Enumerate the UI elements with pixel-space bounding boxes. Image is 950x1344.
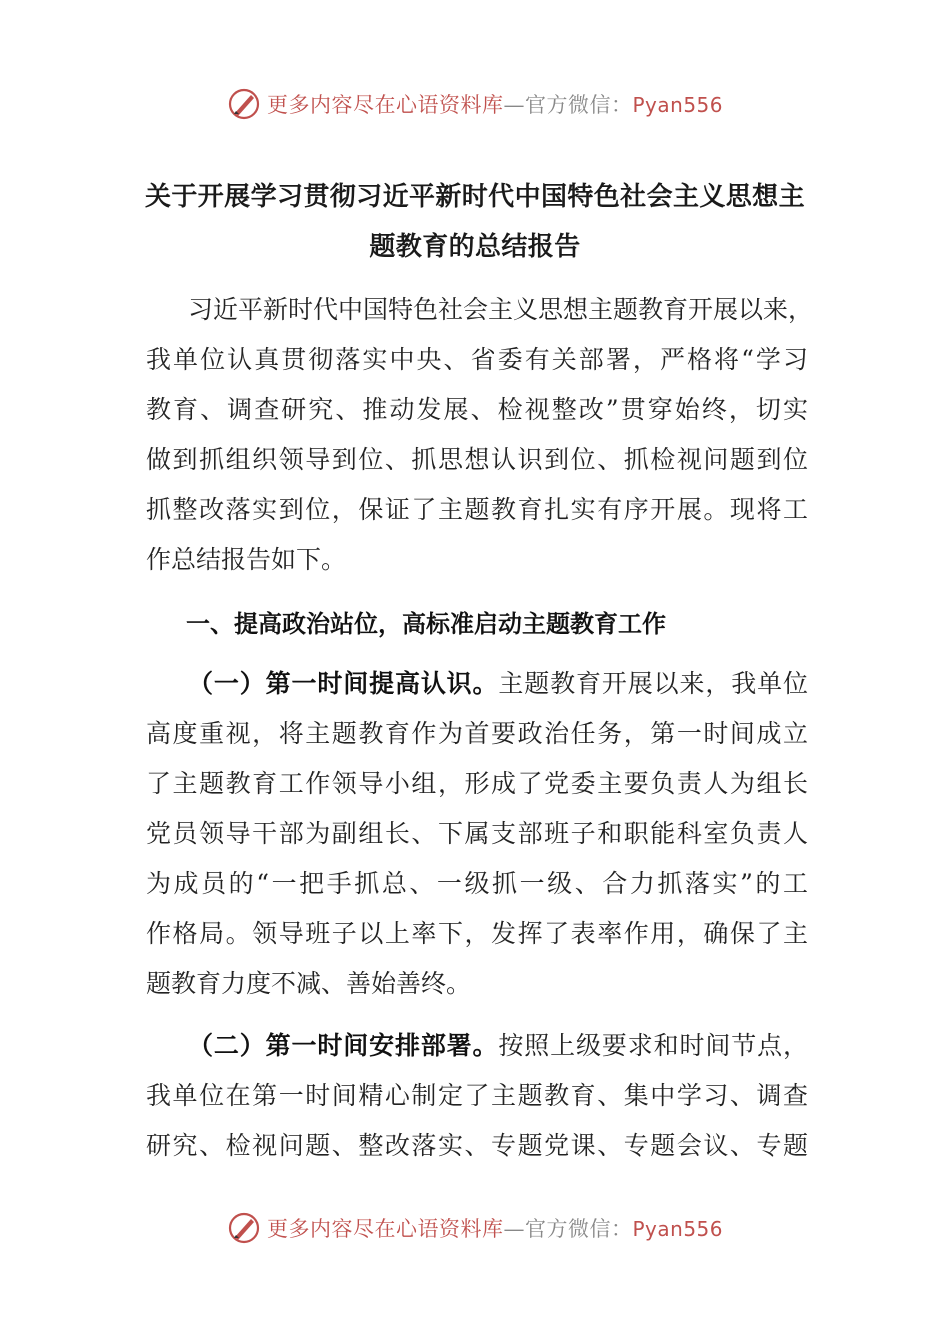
subsection2-first-line: （二）第一时间安排部署。按照上级要求和时间节点，	[188, 1031, 808, 1060]
intro-line: 教育、调查研究、推动发展、检视整改”贯穿始终，切实	[146, 395, 808, 424]
subsection1-line: 为成员的“一把手抓总、一级抓一级、合力抓落实”的工	[146, 869, 808, 898]
subsection1-line: 题教育力度不减、善始善终。	[146, 969, 472, 998]
intro-line: 抓整改落实到位，保证了主题教育扎实有序开展。现将工	[146, 495, 808, 524]
document-title-line2: 题教育的总结报告	[369, 232, 581, 262]
watermark-text: 更多内容尽在心语资料库—官方微信：Pyan556	[266, 93, 723, 117]
watermark-text: 更多内容尽在心语资料库—官方微信：Pyan556	[266, 1217, 723, 1241]
section-heading: 一、提高政治站位，高标准启动主题教育工作	[186, 609, 666, 638]
intro-line: 做到抓组织领导到位、抓思想认识到位、抓检视问题到位	[146, 445, 808, 474]
subsection2-line: 我单位在第一时间精心制定了主题教育、集中学习、调查	[146, 1081, 808, 1110]
intro-line: 我单位认真贯彻落实中央、省委有关部署，严格将“学习	[146, 345, 808, 374]
intro-line: 习近平新时代中国特色社会主义思想主题教育开展以来，	[188, 295, 814, 324]
pen-logo-icon	[227, 1211, 261, 1245]
subsection2-heading: （二）第一时间安排部署。	[188, 1031, 499, 1060]
subsection2-line: 研究、检视问题、整改落实、专题党课、专题会议、专题	[146, 1131, 808, 1160]
watermark-banner-bottom	[0, 1208, 950, 1248]
document-title-line1: 关于开展学习贯彻习近平新时代中国特色社会主义思想主	[144, 182, 805, 212]
pen-logo-icon	[227, 87, 261, 121]
subsection1-line: 作格局。领导班子以上率下，发挥了表率作用，确保了主	[146, 919, 808, 948]
subsection1-first-line: （一）第一时间提高认识。主题教育开展以来，我单位	[188, 669, 808, 698]
intro-line: 作总结报告如下。	[146, 545, 347, 574]
subsection1-line: 党员领导干部为副组长、下属支部班子和职能科室负责人	[146, 819, 808, 848]
subsection1-heading: （一）第一时间提高认识。	[188, 669, 499, 698]
watermark-banner-top	[0, 84, 950, 124]
subsection1-line: 高度重视，将主题教育作为首要政治任务，第一时间成立	[146, 719, 808, 748]
subsection1-line: 了主题教育工作领导小组，形成了党委主要负责人为组长	[146, 769, 808, 798]
